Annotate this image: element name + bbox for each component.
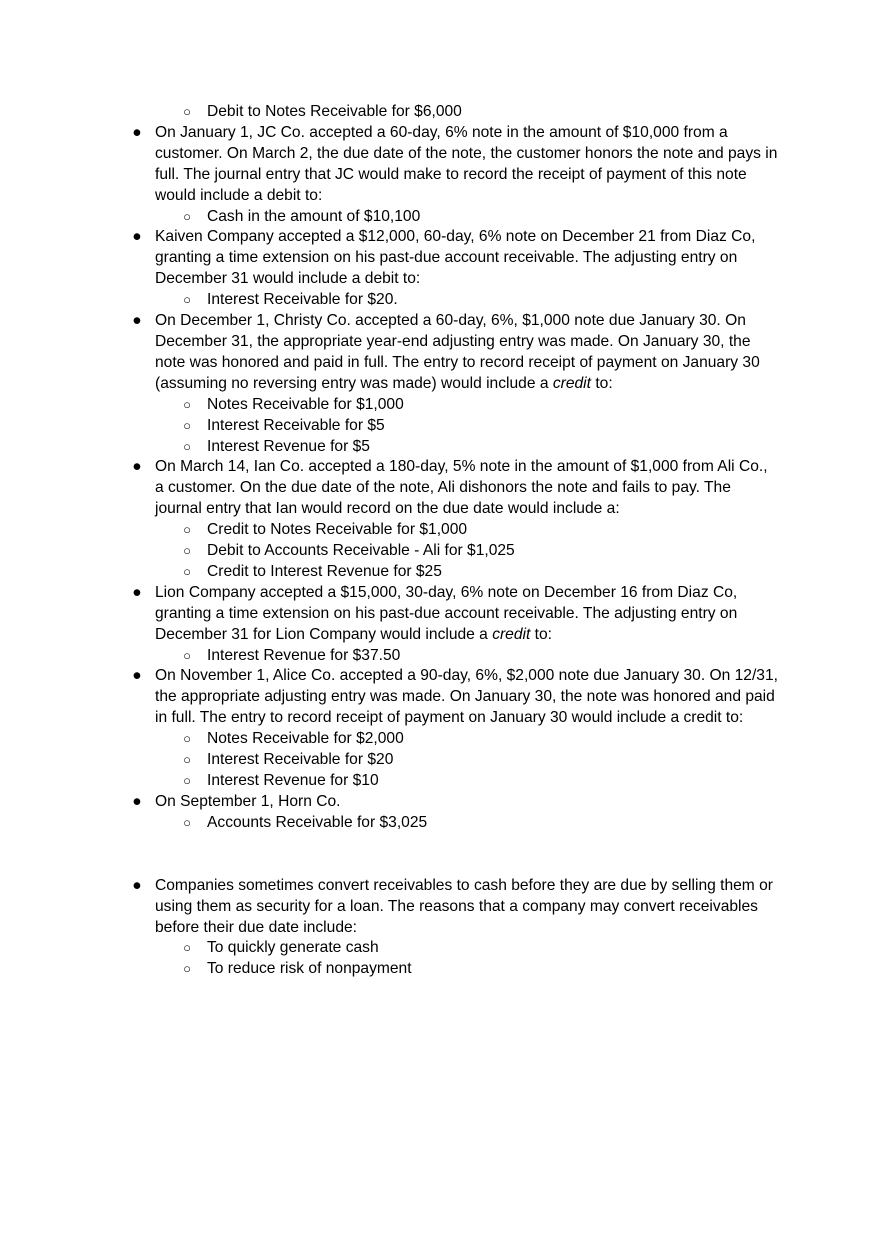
bullet-item	[0, 583, 780, 646]
item-text: Credit to Notes Receivable for $1,000	[207, 521, 468, 539]
bullet-item	[0, 876, 780, 939]
sub-bullet-item	[0, 395, 767, 416]
sub-bullet-item	[0, 959, 767, 980]
bullet-item	[0, 227, 780, 290]
sub-bullet-item	[0, 938, 767, 959]
hollow-bullet-icon: ○	[183, 961, 191, 977]
sub-bullet-item	[0, 541, 767, 562]
paragraph-spacer	[0, 834, 880, 876]
sub-bullet-item	[0, 729, 767, 750]
filled-bullet-icon: ●	[132, 583, 142, 601]
item-text: Interest Receivable for $5	[207, 416, 385, 434]
hollow-bullet-icon: ○	[183, 417, 191, 433]
item-text: Debit to Accounts Receivable - Ali for $1,025	[207, 542, 515, 560]
item-text: Kaiven Company accepted a $12,000, 60-day, 6% note on December 21 from Diaz Co, granting a time extension on his past-due account receivable. The adjusting entry on December 31 would include a debit to:	[155, 228, 756, 288]
hollow-bullet-icon: ○	[183, 438, 191, 454]
item-text: Notes Receivable for $2,000	[207, 730, 404, 748]
item-text-tail: to:	[530, 625, 552, 643]
hollow-bullet-icon: ○	[183, 543, 191, 559]
item-text: Companies sometimes convert receivables to cash before they are due by selling them or using them as security for a loan. The reasons that a company may convert receivables before their due date include:	[155, 876, 773, 936]
item-text: On March 14, Ian Co. accepted a 180-day, 5% note in the amount of $1,000 from Ali Co., a customer. On the due date of the note, Ali dishonors the note and fails to pay. The journal entry that Ian would record on the due date would include a:	[155, 458, 768, 518]
filled-bullet-icon: ●	[132, 876, 142, 894]
item-text: Interest Revenue for $5	[207, 437, 370, 455]
bullet-item	[0, 792, 780, 813]
item-text: On December 1, Christy Co. accepted a 60-day, 6%, $1,000 note due January 30. On December 31, the appropriate year-end adjusting entry was made. On January 30, the note was honored and paid in full. The entry to record receipt of payment on January 30 (assuming no reversing entry was made) would include a	[155, 312, 760, 392]
item-text: Accounts Receivable for $3,025	[207, 813, 428, 831]
item-text: On November 1, Alice Co. accepted a 90-day, 6%, $2,000 note due January 30. On 12/31, the appropriate adjusting entry was made. On January 30, the note was honored and paid in full. The entry to record receipt of payment on January 30 would include a credit to:	[155, 667, 778, 727]
hollow-bullet-icon: ○	[183, 208, 191, 224]
item-text: To quickly generate cash	[207, 939, 379, 957]
filled-bullet-icon: ●	[132, 458, 142, 476]
hollow-bullet-icon: ○	[183, 292, 191, 308]
bullet-item	[0, 311, 780, 395]
document-body	[0, 102, 880, 980]
filled-bullet-icon: ●	[132, 667, 142, 685]
hollow-bullet-icon: ○	[183, 396, 191, 412]
item-text-tail: to:	[590, 374, 613, 392]
hollow-bullet-icon: ○	[183, 773, 191, 788]
item-text: Interest Receivable for $20	[207, 751, 394, 769]
sub-bullet-item	[0, 646, 767, 667]
sub-bullet-item	[0, 813, 767, 834]
item-text: Interest Receivable for $20.	[207, 291, 398, 309]
hollow-bullet-icon: ○	[183, 940, 191, 956]
sub-bullet-item	[0, 562, 767, 583]
item-text: To reduce risk of nonpayment	[207, 960, 412, 978]
item-text: On September 1, Horn Co.	[155, 792, 341, 810]
bullet-item	[0, 123, 780, 207]
sub-bullet-item	[0, 416, 767, 437]
item-text: Interest Revenue for $37.50	[207, 646, 401, 664]
sub-bullet-item	[0, 771, 767, 792]
sub-bullet-item	[0, 102, 767, 123]
filled-bullet-icon: ●	[132, 228, 142, 246]
filled-bullet-icon: ●	[132, 792, 142, 810]
item-text: Credit to Interest Revenue for $25	[207, 562, 442, 580]
emphasis-text: credit	[492, 625, 531, 643]
sub-bullet-item	[0, 290, 767, 311]
hollow-bullet-icon: ○	[183, 104, 191, 119]
item-text: Notes Receivable for $1,000	[207, 395, 404, 413]
item-text: Lion Company accepted a $15,000, 30-day, 6% note on December 16 from Diaz Co, granting a time extension on his past-due account receivable. The adjusting entry on December 31 for Lion Company would include a	[155, 583, 738, 643]
filled-bullet-icon: ●	[132, 312, 142, 330]
item-text: Interest Revenue for $10	[207, 772, 379, 789]
hollow-bullet-icon: ○	[183, 522, 191, 538]
hollow-bullet-icon: ○	[183, 731, 191, 747]
sub-bullet-item	[0, 750, 767, 771]
sub-bullet-item	[0, 520, 767, 541]
bullet-item	[0, 666, 780, 729]
item-text: On January 1, JC Co. accepted a 60-day, 6% note in the amount of $10,000 from a customer. On March 2, the due date of the note, the customer honors the note and pays in full. The journal entry that JC would make to record the receipt of payment of this note would include a debit to:	[155, 123, 778, 204]
emphasis-text: credit	[552, 374, 591, 392]
filled-bullet-icon: ●	[132, 123, 142, 141]
hollow-bullet-icon: ○	[183, 752, 191, 768]
hollow-bullet-icon: ○	[183, 563, 191, 579]
sub-bullet-item	[0, 437, 767, 458]
item-text: Debit to Notes Receivable for $6,000	[207, 103, 462, 120]
sub-bullet-item	[0, 207, 767, 228]
hollow-bullet-icon: ○	[183, 647, 191, 663]
hollow-bullet-icon: ○	[183, 814, 191, 830]
bullet-item	[0, 457, 780, 520]
item-text: Cash in the amount of $10,100	[207, 207, 421, 225]
